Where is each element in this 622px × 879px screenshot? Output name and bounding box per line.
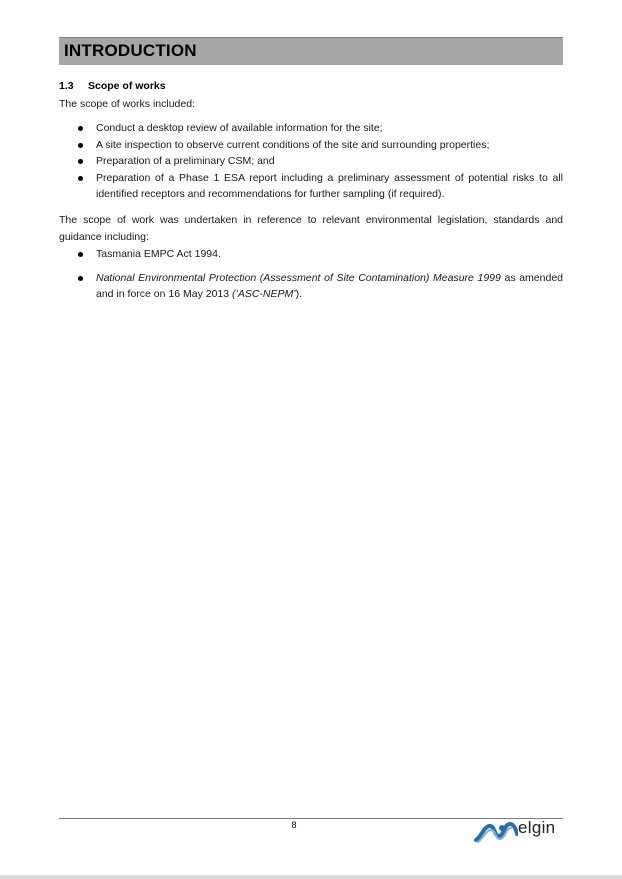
scope-intro-paragraph: The scope of works included: — [59, 98, 195, 110]
page-edge — [0, 875, 622, 879]
list-item: National Environmental Protection (Assessment of Site Contamination) Measure 1999 as amended and in force on 16 May 2013 (’ASC-NEPM’). — [59, 270, 563, 303]
bullet-icon — [78, 252, 83, 257]
elgin-logo — [474, 816, 564, 844]
legislation-title: National Environmental Protection (Assessment of Site Contamination) Measure 1999 — [96, 271, 501, 284]
legislation-abbreviation: (’ASC-NEPM’ — [232, 288, 296, 300]
reference-paragraph: The scope of work was undertaken in reference to relevant environmental legislation, standards and guidance including: — [59, 214, 563, 243]
bullet-icon — [78, 276, 83, 281]
elgin-wave-icon — [474, 816, 518, 844]
list-item: Conduct a desktop review of available information for the site; — [59, 120, 563, 137]
bullet-icon — [78, 159, 83, 164]
bullet-icon — [78, 126, 83, 131]
scope-list — [59, 120, 563, 203]
chapter-title: INTRODUCTION — [64, 41, 197, 60]
list-item: Preparation of a preliminary CSM; and — [59, 153, 563, 170]
list-item: Tasmania EMPC Act 1994. — [59, 246, 563, 263]
bullet-icon — [78, 176, 83, 181]
logo-text: elgin — [518, 818, 556, 837]
section-heading — [59, 80, 166, 92]
section-number: 1.3 — [59, 80, 74, 92]
reference-list — [59, 246, 563, 303]
section-title: Scope of works — [88, 80, 166, 92]
bullet-icon — [78, 143, 83, 148]
chapter-heading-bar — [59, 37, 563, 65]
page-number: 8 — [291, 820, 297, 830]
list-item: Preparation of a Phase 1 ESA report including a preliminary assessment of potential risks to all identified receptors and recommendations for further sampling (if required). — [59, 170, 563, 203]
list-item: A site inspection to observe current conditions of the site and surrounding properties; — [59, 137, 563, 154]
